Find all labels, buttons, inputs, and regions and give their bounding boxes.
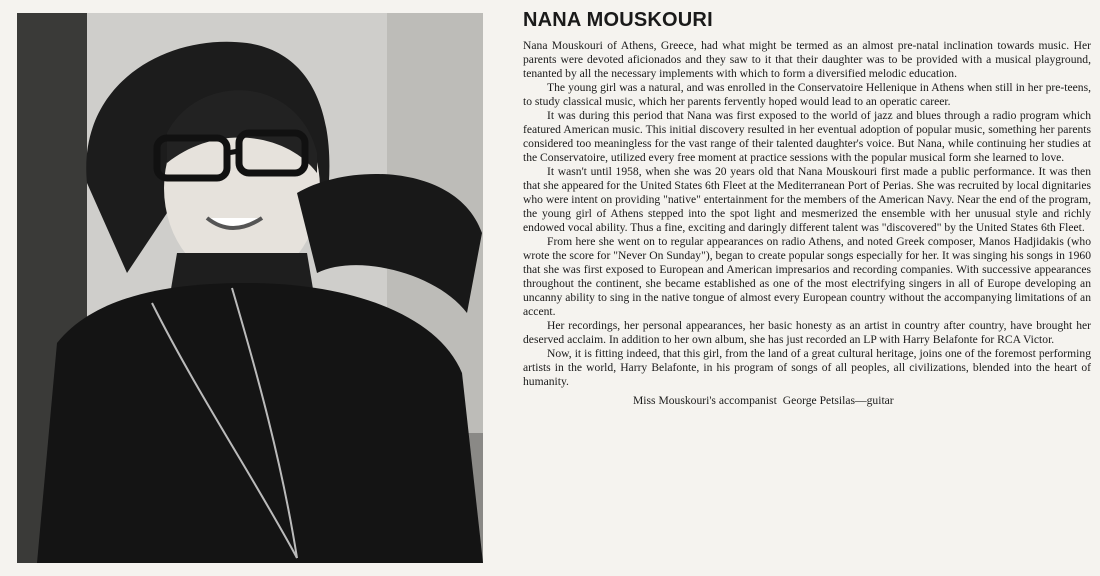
article-title: NANA MOUSKOURI	[523, 9, 713, 31]
accompanist-credit	[523, 394, 1091, 408]
paragraph-2: The young girl was a natural, and was enrolled in the Conservatoire Hellenique in Athens when still in her pre-teens, to study classical music, which her parents fervently hoped would lead to an operatic career.	[523, 81, 1091, 108]
article-column	[523, 8, 1091, 408]
credit-label: Miss Mouskouri's accompanist	[633, 394, 777, 407]
paragraph-3: It was during this period that Nana was first exposed to the world of jazz and blues through a radio program which featured American music. This initial discovery resulted in her eventual adoption of popular music, something her parents considered too meaningless for the vast range of their talented daughter's voice. But Nana, while continuing her studies at the Conservatoire, utilized every free moment at practice sessions with the popular musical form she learned to love.	[523, 109, 1091, 164]
paragraph-4: It wasn't until 1958, when she was 20 years old that Nana Mouskouri first made a public performance. It was then that she appeared for the United States 6th Fleet at the Mediterranean Port of Perias. She was recruited by local dignitaries who were intent on providing "native" entertainment for the members of the American Navy. Near the end of the program, the young girl of Athens stepped into the spot light and mesmerized the ensemble with her unusual style and richly endowed vocal ability. Thus a fine, exciting and daringly different talent was "discovered" by the United States 6th Fleet.	[523, 165, 1091, 234]
paragraph-1: Nana Mouskouri of Athens, Greece, had what might be termed as an almost pre-natal inclination towards music. Her parents were devoted aficionados and they saw to it that their daughter was to be provided with a musical playground, tenanted by all the necessary implements with which to form a diversified melodic education.	[523, 39, 1091, 80]
credit-name: George Petsilas—guitar	[782, 394, 894, 407]
paragraph-6: Her recordings, her personal appearances, her basic honesty as an artist in country after country, have brought her deserved acclaim. In addition to her own album, she has just recorded an LP with Harry Belafonte for RCA Victor.	[523, 319, 1091, 346]
paragraph-5: From here she went on to regular appearances on radio Athens, and noted Greek composer, Manos Hadjidakis (who wrote the score for "Never On Sunday"), began to create popular songs especially for her. It was singing his songs in 1960 that she was first exposed to European and American impresarios and recording companies. With successive appearances throughout the continent, she became established as one of the most electrifying singers in all of Europe developing an uncanny ability to sing in the native tongue of almost every European country without the accompanying limitations of an accent.	[523, 235, 1091, 318]
portrait-photo	[17, 13, 483, 563]
paragraph-7: Now, it is fitting indeed, that this girl, from the land of a great cultural heritage, joins one of the foremost performing artists in the world, Harry Belafonte, in his program of songs of all peoples, all civilizations, blended into the heart of humanity.	[523, 347, 1091, 388]
